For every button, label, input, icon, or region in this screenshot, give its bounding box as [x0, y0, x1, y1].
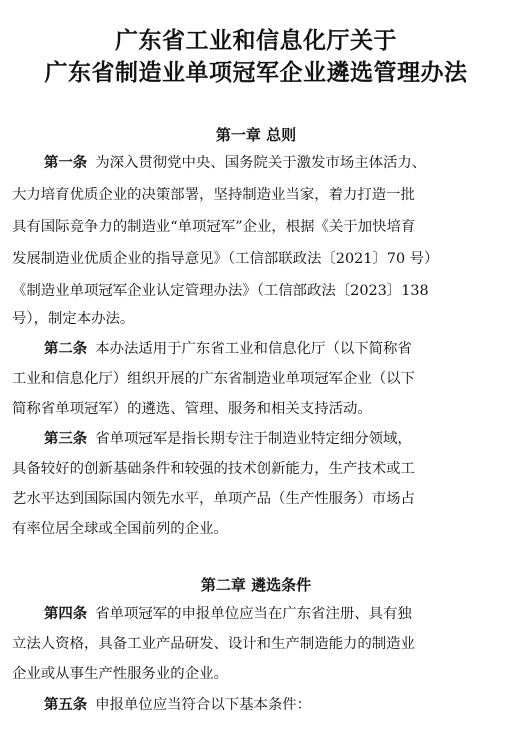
- article-1-line-6: 号），制定本办法。: [12, 311, 135, 327]
- article-3-line-4: 有率位居全球或全国前列的企业。: [12, 521, 228, 537]
- article-1-line-2: 大力培育优质企业的决策部署，坚持制造业当家，着力打造一批: [12, 187, 415, 203]
- article-4-text-1: 省单项冠军的申报单位应当在广东省注册、具有独: [95, 606, 412, 622]
- article-5-text-1: 申报单位应当符合以下基本条件：: [95, 697, 312, 713]
- article-1-label: 第一条: [44, 155, 88, 171]
- chapter-1-heading: 第一章 总则: [215, 126, 297, 144]
- article-4-line-2: 立法人资格，具备工业产品研发、设计和生产制造能力的制造业: [12, 636, 415, 652]
- article-3-text-1: 省单项冠军是指长期专注于制造业特定细分领域，: [95, 431, 412, 447]
- article-2-label: 第二条: [44, 341, 88, 357]
- article-3-line-1: [44, 428, 500, 450]
- article-2-text-1: 本办法适用于广东省工业和信息化厅（以下简称省: [95, 341, 412, 357]
- article-2-line-1: [44, 338, 500, 360]
- article-4-line-1: [44, 603, 500, 625]
- article-1-line-4: 发展制造业优质企业的指导意见》（工信部联政法〔2021〕70 号）: [12, 251, 439, 267]
- article-3-label: 第三条: [44, 431, 88, 447]
- article-5-line-1: [44, 694, 500, 716]
- article-4-line-3: 企业或从事生产性服务业的企业。: [12, 666, 228, 682]
- article-1-line-3: 具有国际竞争力的制造业“单项冠军”企业，根据《关于加快培育: [12, 219, 416, 235]
- article-1-text-1: 为深入贯彻党中央、国务院关于激发市场主体活力、: [95, 155, 427, 171]
- article-1-line-1: [44, 152, 500, 174]
- chapter-2-heading: 第二章 遴选条件: [200, 576, 312, 594]
- article-2-line-3: 简称省单项冠军）的遴选、管理、服务和相关支持活动。: [12, 401, 372, 417]
- document-title-line-2: 广东省制造业单项冠军企业遴选管理办法: [44, 60, 468, 86]
- document-title-line-1: 广东省工业和信息化厅关于: [115, 28, 397, 54]
- article-3-line-3: 艺水平达到国际国内领先水平，单项产品（生产性服务）市场占: [12, 491, 415, 507]
- article-3-line-2: 具备较好的创新基础条件和较强的技术创新能力，生产技术或工: [12, 461, 415, 477]
- article-2-line-2: 工业和信息化厅）组织开展的广东省制造业单项冠军企业（以下: [12, 371, 415, 387]
- article-5-label: 第五条: [44, 697, 88, 713]
- article-4-label: 第四条: [44, 606, 88, 622]
- article-1-line-5: 《制造业单项冠军企业认定管理办法》（工信部政法〔2023〕138: [12, 283, 429, 299]
